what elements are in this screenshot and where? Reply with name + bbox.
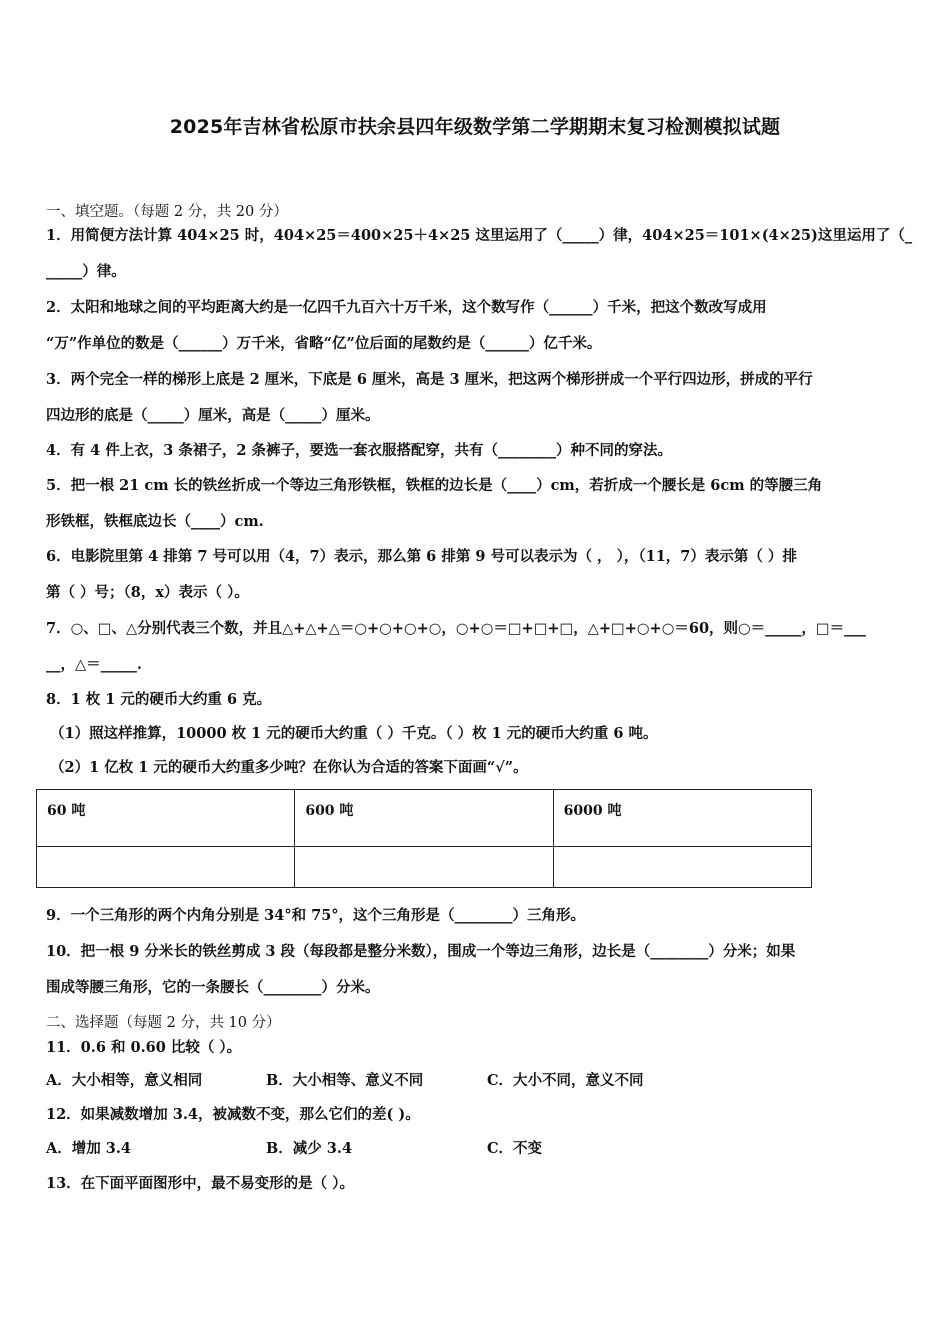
answer-table — [36, 789, 812, 888]
question-3-line-1: 3．两个完全一样的梯形上底是 2 厘米，下底是 6 厘米，高是 3 厘米，把这两个梯形拼成一个平行四边形，拼成的平行 — [46, 371, 813, 388]
answer-option-6000: 6000 吨 — [553, 790, 811, 847]
question-12-option-c[interactable]: C．不变 — [487, 1140, 543, 1157]
question-12-option-b[interactable]: B．减少 3.4 — [266, 1140, 353, 1157]
page-title: 2025年吉林省松原市扶余县四年级数学第二学期期末复习检测模拟试题 — [169, 116, 781, 138]
question-1-line-2: _____）律。 — [46, 263, 126, 280]
question-5-line-2: 形铁框，铁框底边长（____）cm. — [46, 513, 264, 530]
question-7-line-2: __，△＝_____. — [46, 656, 142, 673]
answer-cell-60[interactable] — [37, 847, 295, 888]
question-6-line-2: 第（ ）号；（8，x）表示（ ）。 — [46, 584, 249, 601]
question-11-option-c[interactable]: C．大小不同，意义不同 — [487, 1072, 644, 1089]
question-2-line-2: “万”作单位的数是（______）万千米，省略“亿”位后面的尾数约是（______）亿千米。 — [46, 335, 602, 352]
question-2-line-1: 2．太阳和地球之间的平均距离大约是一亿四千九百六十万千米，这个数写作（______）千米，把这个数改写成用 — [46, 299, 767, 316]
question-1-line-1: 1．用简便方法计算 404×25 时，404×25＝400×25＋4×25 这里运用了（_____）律，404×25＝101×(4×25)这里运用了（_ — [46, 227, 913, 244]
answer-cell-600[interactable] — [295, 847, 553, 888]
question-9: 9．一个三角形的两个内角分别是 34°和 75°，这个三角形是（________）三角形。 — [46, 907, 586, 924]
question-8-stem: 8．1 枚 1 元的硬币大约重 6 克。 — [46, 691, 272, 708]
section-heading-fill-blank: 一、填空题。（每题 2 分，共 20 分） — [46, 204, 288, 220]
question-11-option-b[interactable]: B．大小相等、意义不同 — [266, 1072, 424, 1089]
question-3-line-2: 四边形的底是（_____）厘米，高是（_____）厘米。 — [46, 407, 380, 424]
question-11-option-a[interactable]: A．大小相等，意义相同 — [46, 1072, 203, 1089]
section-heading-choice: 二、选择题（每题 2 分，共 10 分） — [46, 1015, 281, 1031]
question-10-line-1: 10．把一根 9 分米长的铁丝剪成 3 段（每段都是整分米数），围成一个等边三角形，边长是（________）分米；如果 — [46, 943, 796, 960]
question-7-line-1: 7．○、□、△分别代表三个数，并且△+△+△＝○+○+○+○，○+○＝□+□+□，△+□+○+○＝60，则○＝_____，□＝___ — [46, 620, 866, 637]
answer-option-60: 60 吨 — [37, 790, 295, 847]
question-8-part-1: （1）照这样推算，10000 枚 1 元的硬币大约重（ ）千克。（ ）枚 1 元的硬币大约重 6 吨。 — [50, 725, 658, 742]
answer-table-header-row — [37, 790, 812, 847]
question-12-stem: 12．如果减数增加 3.4，被减数不变，那么它们的差( )。 — [46, 1106, 420, 1123]
question-12-option-a[interactable]: A．增加 3.4 — [46, 1140, 132, 1157]
answer-cell-6000[interactable] — [553, 847, 811, 888]
question-11-stem: 11．0.6 和 0.60 比较（ ）。 — [46, 1039, 242, 1056]
question-6-line-1: 6．电影院里第 4 排第 7 号可以用（4，7）表示，那么第 6 排第 9 号可以表示为（ ， ），（11，7）表示第（ ）排 — [46, 548, 797, 565]
answer-table-check-row — [37, 847, 812, 888]
question-4: 4．有 4 件上衣，3 条裙子，2 条裤子，要选一套衣服搭配穿，共有（________）种不同的穿法。 — [46, 442, 673, 459]
question-8-part-2: （2）1 亿枚 1 元的硬币大约重多少吨？在你认为合适的答案下面画“√”。 — [50, 759, 528, 776]
question-5-line-1: 5．把一根 21 cm 长的铁丝折成一个等边三角形铁框，铁框的边长是（____）cm，若折成一个腰长是 6cm 的等腰三角 — [46, 477, 823, 494]
question-13-stem: 13．在下面平面图形中，最不易变形的是（ ）。 — [46, 1175, 354, 1192]
answer-option-600: 600 吨 — [295, 790, 553, 847]
question-10-line-2: 围成等腰三角形，它的一条腰长（________）分米。 — [46, 979, 380, 996]
